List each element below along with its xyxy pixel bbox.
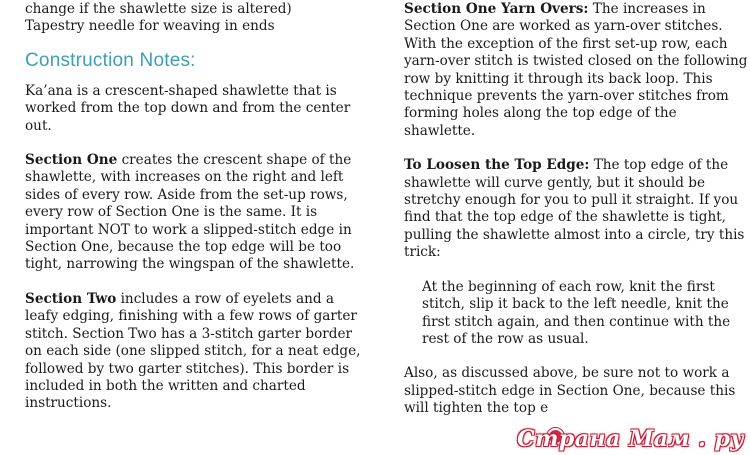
materials-line: change if the shawlette size is altered): [25, 1, 292, 17]
section-two-label: Section Two: [25, 290, 117, 307]
yarn-overs-text: The increases in Section One are worked as yarn-over stitches. With the exception of the first set-up row, each yarn-over stitch is twisted closed on the following row by knitting it through its back loop. This technique prevents the yarn-over stitches from forming holes along the top edge of the shawlette.: [404, 1, 748, 139]
right-column: [404, 1, 750, 418]
loosen-label: To Loosen the Top Edge:: [404, 157, 590, 174]
yarn-overs-label: Section One Yarn Overs:: [404, 1, 589, 17]
construction-notes-heading: Construction Notes:: [25, 49, 196, 71]
watermark: Страна Мам . ру: [517, 426, 744, 452]
loosen-paragraph: [404, 157, 750, 261]
section-two-paragraph: [25, 291, 370, 413]
yarn-overs-paragraph: [404, 1, 750, 140]
trick-paragraph: At the beginning of each row, knit the first stitch, slip it back to the left needle, knit the first stitch again, and then continue with the rest of the row as usual.: [422, 278, 731, 347]
section-one-label: Section One: [25, 152, 118, 169]
loosen-text: The top edge of the shawlette will curve gently, but it should be stretchy enough for you to pull it straight. If you find that the top edge of the shawlette is tight, pulling the shawlette almost into a circle, try this trick:: [404, 157, 745, 261]
section-one-paragraph: [25, 152, 370, 274]
also-paragraph: Also, as discussed above, be sure not to work a slipped-stitch edge in Section One, because this will tighten the top e: [404, 365, 736, 417]
intro-paragraph: Ka’ana is a crescent-shaped shawlette that is worked from the top down and from the center out.: [25, 82, 351, 134]
left-column: [25, 1, 370, 413]
section-one-text: creates the crescent shape of the shawlette, with increases on the right and left sides of every row. Aside from the set-up rows, every row of Section One is the same. It is important NOT to work a slipped-stitch edge in Section One, because the top edge will be too tight, narrowing the wingspan of the shawlette.: [25, 152, 355, 273]
materials-line: Tapestry needle for weaving in ends: [25, 18, 275, 35]
section-two-text: includes a row of eyelets and a leafy edging, finishing with a few rows of garter stitch. Section Two has a 3-stitch garter border on each side (one slipped stitch, for a neat edge, followed by two garter stitches). This border is included in both the written and charted instructions.: [25, 290, 361, 412]
